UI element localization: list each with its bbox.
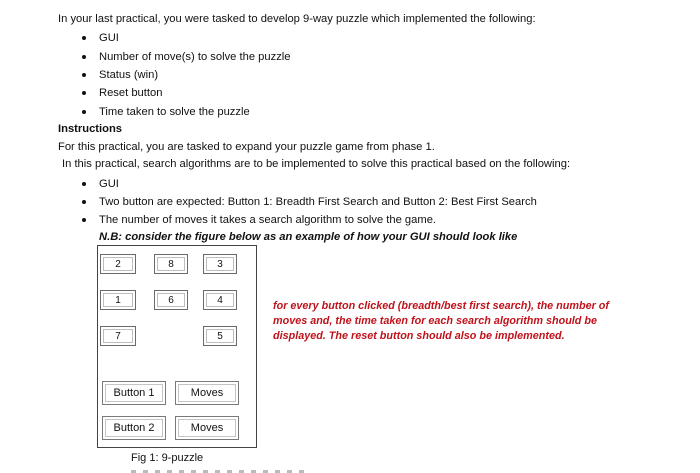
tile-r1c1[interactable]: 2 — [100, 254, 136, 274]
instructions-line-2: In this practical, search algorithms are to be implemented to solve this practical based on the following: — [62, 158, 571, 170]
bullet-icon — [82, 55, 86, 59]
red-note-line-1: for every button clicked (breadth/best first search), the number of — [273, 300, 609, 312]
red-note-line-2: moves and, the time taken for each search algorithm should be — [273, 315, 597, 327]
bullet-icon — [82, 218, 86, 222]
prev-feature-reset: Reset button — [99, 87, 163, 99]
cut-off-text-decoration — [131, 467, 321, 473]
tile-r1c3[interactable]: 3 — [203, 254, 237, 274]
nb-note: N.B: consider the figure below as an example of how your GUI should look like — [99, 231, 518, 243]
bullet-icon — [82, 73, 86, 77]
tile-r3c3[interactable]: 5 — [203, 326, 237, 346]
bullet-icon — [82, 91, 86, 95]
intro-text: In your last practical, you were tasked to develop 9-way puzzle which implemented the following: — [58, 13, 536, 25]
bullet-icon — [82, 182, 86, 186]
prev-feature-gui: GUI — [99, 32, 119, 44]
new-feature-moves: The number of moves it takes a search algorithm to solve the game. — [99, 214, 437, 226]
prev-feature-status: Status (win) — [99, 69, 159, 81]
tile-r2c2[interactable]: 6 — [154, 290, 188, 310]
tile-r1c2[interactable]: 8 — [154, 254, 188, 274]
instructions-heading: Instructions — [58, 123, 123, 135]
prev-feature-time: Time taken to solve the puzzle — [99, 106, 250, 118]
new-feature-gui: GUI — [99, 178, 119, 190]
puzzle-figure — [97, 245, 257, 448]
instructions-line-1: For this practical, you are tasked to expand your puzzle game from phase 1. — [58, 141, 435, 153]
figure-caption: Fig 1: 9-puzzle — [131, 452, 204, 464]
red-requirement-note — [273, 299, 633, 344]
tile-r2c3[interactable]: 4 — [203, 290, 237, 310]
moves-1-display: Moves — [175, 381, 239, 405]
tile-r2c1[interactable]: 1 — [100, 290, 136, 310]
new-feature-buttons: Two button are expected: Button 1: Breadth First Search and Button 2: Best First Search — [99, 196, 537, 208]
bullet-icon — [82, 36, 86, 40]
tile-r3c1[interactable]: 7 — [100, 326, 136, 346]
moves-2-display: Moves — [175, 416, 239, 440]
prev-feature-moves: Number of move(s) to solve the puzzle — [99, 51, 291, 63]
bullet-icon — [82, 110, 86, 114]
red-note-line-3: displayed. The reset button should also be implemented. — [273, 330, 565, 342]
button-1[interactable]: Button 1 — [102, 381, 166, 405]
button-2[interactable]: Button 2 — [102, 416, 166, 440]
bullet-icon — [82, 200, 86, 204]
